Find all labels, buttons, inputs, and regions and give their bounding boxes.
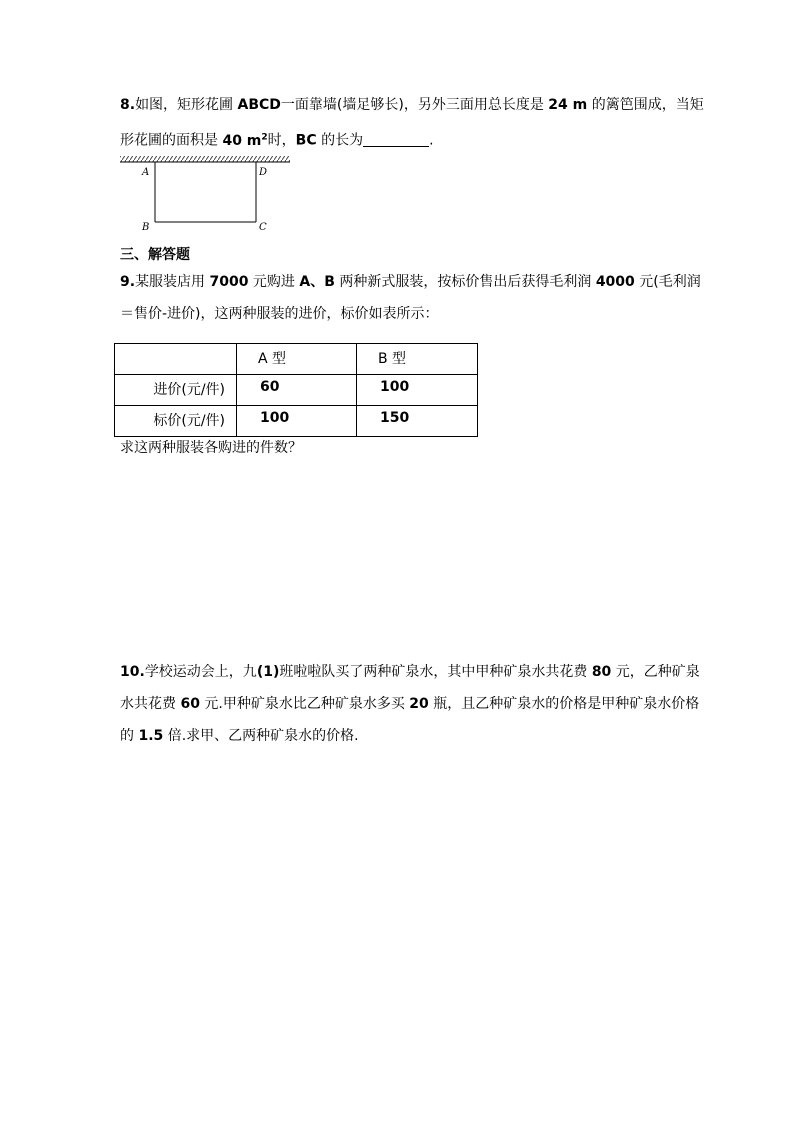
q10-text-5: 瓶，且乙种矿泉水的价格是甲种矿泉水价格的	[120, 696, 700, 744]
q10-text-4: 元.甲种矿泉水比乙种矿泉水多买	[199, 696, 410, 712]
table-header-row	[115, 344, 478, 375]
table-cell: 150	[357, 406, 478, 437]
q9-text-2: 元购进	[248, 274, 300, 290]
q10-cost-a: 80	[591, 664, 612, 680]
q8-text-4: 时，	[267, 132, 296, 149]
label-d: D	[259, 167, 268, 178]
q8-end: .	[429, 132, 434, 149]
q8-abcd: ABCD	[237, 97, 281, 113]
q8-text-2: 一面靠墙(墙足够长)，另外三面用总长度是	[280, 97, 549, 113]
section-heading: 三、解答题	[120, 247, 190, 263]
label-c: C	[259, 222, 267, 233]
q10-cost-b: 60	[180, 696, 200, 712]
question-8	[120, 89, 705, 157]
q9-types: A、B	[299, 274, 335, 290]
q8-text-1: 如图，矩形花圃	[135, 97, 238, 113]
table-header-cell: B 型	[357, 344, 478, 375]
q9-question: 求这两种服装各购进的件数？	[120, 440, 302, 456]
q10-more: 20	[409, 696, 429, 712]
table-cell: 100	[357, 375, 478, 406]
table-row	[115, 375, 478, 406]
q8-area-num: 40 m	[222, 132, 262, 149]
q9-text-1: 某服装店用	[135, 274, 210, 290]
label-a: A	[142, 167, 150, 178]
table-cell: 100	[237, 406, 357, 437]
q10-ratio: 1.5	[138, 728, 164, 744]
table-row	[115, 406, 478, 437]
table-cell: 60	[237, 375, 357, 406]
q8-area-sup: 2	[261, 132, 268, 142]
wall-hatching	[120, 156, 290, 162]
label-b: B	[142, 222, 150, 233]
answer-blank[interactable]	[363, 132, 429, 147]
q8-bc: BC	[295, 132, 317, 149]
q10-class: (1)	[256, 664, 280, 680]
table-header-cell: A 型	[237, 344, 357, 375]
q9-cost: 7000	[209, 274, 249, 290]
question-9-number: 9.	[120, 274, 136, 290]
question-10	[120, 656, 705, 752]
q8-area	[222, 133, 267, 149]
q9-text-4: 元(毛利润＝售价-进价)，这两种服装的进价，标价如表所示：	[120, 274, 701, 322]
q9-profit: 4000	[595, 274, 635, 290]
q9-text-3: 两种新式服装，按标价售出后获得毛利润	[334, 274, 596, 290]
q8-length: 24 m	[548, 97, 588, 113]
q10-text-6: 倍.求甲、乙两种矿泉水的价格.	[163, 728, 359, 744]
table-cell: 标价(元/件)	[115, 406, 237, 437]
question-8-number: 8.	[120, 97, 136, 113]
q8-text-3: 的篱笆围成，当矩形花圃的面积是	[120, 97, 704, 149]
q8-text-5: 的长为	[316, 132, 364, 149]
garden-figure	[118, 154, 293, 234]
question-9	[120, 266, 705, 330]
table-cell: 进价(元/件)	[115, 375, 237, 406]
q10-text-3: 元，乙种矿泉水共花费	[120, 664, 700, 712]
table-header-cell	[115, 344, 237, 375]
question-10-number: 10.	[120, 664, 145, 680]
q10-text-2: 班啦啦队买了两种矿泉水，其中甲种矿泉水共花费	[279, 664, 592, 680]
q10-text-1: 学校运动会上，九	[144, 664, 257, 680]
price-table	[114, 343, 478, 437]
